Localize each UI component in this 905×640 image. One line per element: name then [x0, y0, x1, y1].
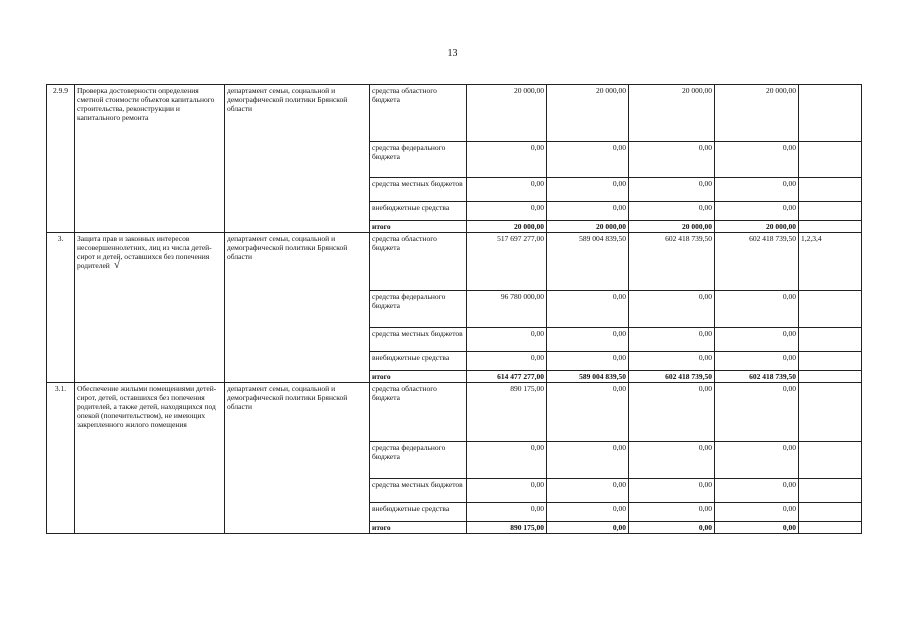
executor: департамент семьи, социальной и демографической политики Брянской области — [225, 233, 370, 383]
amount-v1: 0,00 — [467, 479, 547, 503]
amount-v3: 20 000,00 — [629, 85, 715, 142]
funding-source: итого — [370, 522, 467, 534]
section-name: Проверка достоверности определения сметной стоимости объектов капитального строительства, реконструкции и капитального ремонта — [77, 86, 215, 122]
amount-v4: 0,00 — [715, 383, 799, 442]
amount-v2: 0,00 — [547, 442, 629, 479]
amount-v3: 0,00 — [629, 503, 715, 522]
table-row — [47, 383, 862, 442]
indicator-refs — [799, 178, 862, 202]
amount-v2: 20 000,00 — [547, 85, 629, 142]
funding-source: средства федерального бюджета — [370, 291, 467, 328]
indicator-refs — [799, 85, 862, 142]
amount-v2: 20 000,00 — [547, 221, 629, 233]
amount-v3: 0,00 — [629, 479, 715, 503]
amount-v3: 0,00 — [629, 202, 715, 221]
amount-v1: 96 780 000,00 — [467, 291, 547, 328]
amount-v3: 0,00 — [629, 142, 715, 178]
amount-v1: 517 697 277,00 — [467, 233, 547, 291]
amount-v3: 0,00 — [629, 178, 715, 202]
amount-v4: 0,00 — [715, 352, 799, 371]
amount-v3: 0,00 — [629, 328, 715, 352]
executor: департамент семьи, социальной и демографической политики Брянской области — [225, 85, 370, 233]
amount-v4: 20 000,00 — [715, 221, 799, 233]
amount-v2: 0,00 — [547, 291, 629, 328]
indicator-refs — [799, 503, 862, 522]
amount-v4: 0,00 — [715, 328, 799, 352]
amount-v2: 0,00 — [547, 522, 629, 534]
amount-v2: 0,00 — [547, 383, 629, 442]
table-row — [47, 233, 862, 291]
amount-v3: 602 418 739,50 — [629, 371, 715, 383]
amount-v1: 890 175,00 — [467, 522, 547, 534]
amount-v1: 0,00 — [467, 178, 547, 202]
indicator-refs — [799, 221, 862, 233]
indicator-refs — [799, 352, 862, 371]
funding-source: внебюджетные средства — [370, 503, 467, 522]
amount-v1: 890 175,00 — [467, 383, 547, 442]
amount-v3: 602 418 739,50 — [629, 233, 715, 291]
amount-v2: 0,00 — [547, 479, 629, 503]
indicator-refs — [799, 479, 862, 503]
section-name-cell — [75, 85, 225, 233]
amount-v1: 20 000,00 — [467, 221, 547, 233]
amount-v4: 602 418 739,50 — [715, 371, 799, 383]
section-name-cell — [75, 233, 225, 383]
section-name: Защита прав и законных интересов несовершеннолетних, лиц из числа детей-сирот и детей, оставшихся без попечения родителей — [77, 234, 212, 270]
funding-source: средства местных бюджетов — [370, 328, 467, 352]
indicator-refs: 1,2,3,4 — [799, 233, 862, 291]
amount-v3: 0,00 — [629, 352, 715, 371]
amount-v4: 0,00 — [715, 178, 799, 202]
funding-source: средства областного бюджета — [370, 233, 467, 291]
funding-source: итого — [370, 221, 467, 233]
executor: департамент семьи, социальной и демографической политики Брянской области — [225, 383, 370, 534]
funding-source: средства областного бюджета — [370, 383, 467, 442]
amount-v1: 0,00 — [467, 328, 547, 352]
amount-v3: 0,00 — [629, 291, 715, 328]
indicator-refs — [799, 328, 862, 352]
amount-v4: 0,00 — [715, 291, 799, 328]
indicator-refs — [799, 202, 862, 221]
amount-v2: 0,00 — [547, 142, 629, 178]
indicator-refs — [799, 371, 862, 383]
amount-v1: 0,00 — [467, 142, 547, 178]
amount-v1: 614 477 277,00 — [467, 371, 547, 383]
indicator-refs — [799, 291, 862, 328]
funding-source: средства местных бюджетов — [370, 178, 467, 202]
amount-v2: 589 004 839,50 — [547, 371, 629, 383]
amount-v2: 0,00 — [547, 503, 629, 522]
amount-v2: 0,00 — [547, 202, 629, 221]
amount-v2: 0,00 — [547, 178, 629, 202]
amount-v3: 0,00 — [629, 442, 715, 479]
amount-v4: 0,00 — [715, 503, 799, 522]
funding-source: средства федерального бюджета — [370, 442, 467, 479]
section-code: 3.1. — [47, 383, 75, 534]
funding-source: средства местных бюджетов — [370, 479, 467, 503]
table-row — [47, 85, 862, 142]
funding-source: внебюджетные средства — [370, 352, 467, 371]
indicator-refs — [799, 142, 862, 178]
amount-v4: 602 418 739,50 — [715, 233, 799, 291]
funding-source: средства федерального бюджета — [370, 142, 467, 178]
check-mark: √ — [113, 259, 120, 271]
section-name-cell — [75, 383, 225, 534]
amount-v3: 0,00 — [629, 383, 715, 442]
amount-v4: 0,00 — [715, 202, 799, 221]
budget-table — [46, 84, 862, 534]
section-name: Обеспечение жилыми помещениями детей-сирот, детей, оставшихся без попечения родителей, а также детей, находящихся под опекой (попечительством), не имеющих закрепленного жилого помещения — [77, 384, 217, 429]
amount-v4: 20 000,00 — [715, 85, 799, 142]
amount-v1: 20 000,00 — [467, 85, 547, 142]
funding-source: итого — [370, 371, 467, 383]
amount-v4: 0,00 — [715, 479, 799, 503]
funding-source: внебюджетные средства — [370, 202, 467, 221]
amount-v4: 0,00 — [715, 442, 799, 479]
indicator-refs — [799, 442, 862, 479]
amount-v1: 0,00 — [467, 202, 547, 221]
amount-v3: 0,00 — [629, 522, 715, 534]
amount-v4: 0,00 — [715, 142, 799, 178]
amount-v2: 0,00 — [547, 328, 629, 352]
amount-v1: 0,00 — [467, 442, 547, 479]
amount-v2: 0,00 — [547, 352, 629, 371]
section-code: 2.9.9 — [47, 85, 75, 233]
funding-source: средства областного бюджета — [370, 85, 467, 142]
section-code: 3. — [47, 233, 75, 383]
amount-v1: 0,00 — [467, 352, 547, 371]
amount-v2: 589 004 839,50 — [547, 233, 629, 291]
page-number: 13 — [447, 48, 458, 59]
indicator-refs — [799, 522, 862, 534]
amount-v1: 0,00 — [467, 503, 547, 522]
amount-v3: 20 000,00 — [629, 221, 715, 233]
amount-v4: 0,00 — [715, 522, 799, 534]
indicator-refs — [799, 383, 862, 442]
